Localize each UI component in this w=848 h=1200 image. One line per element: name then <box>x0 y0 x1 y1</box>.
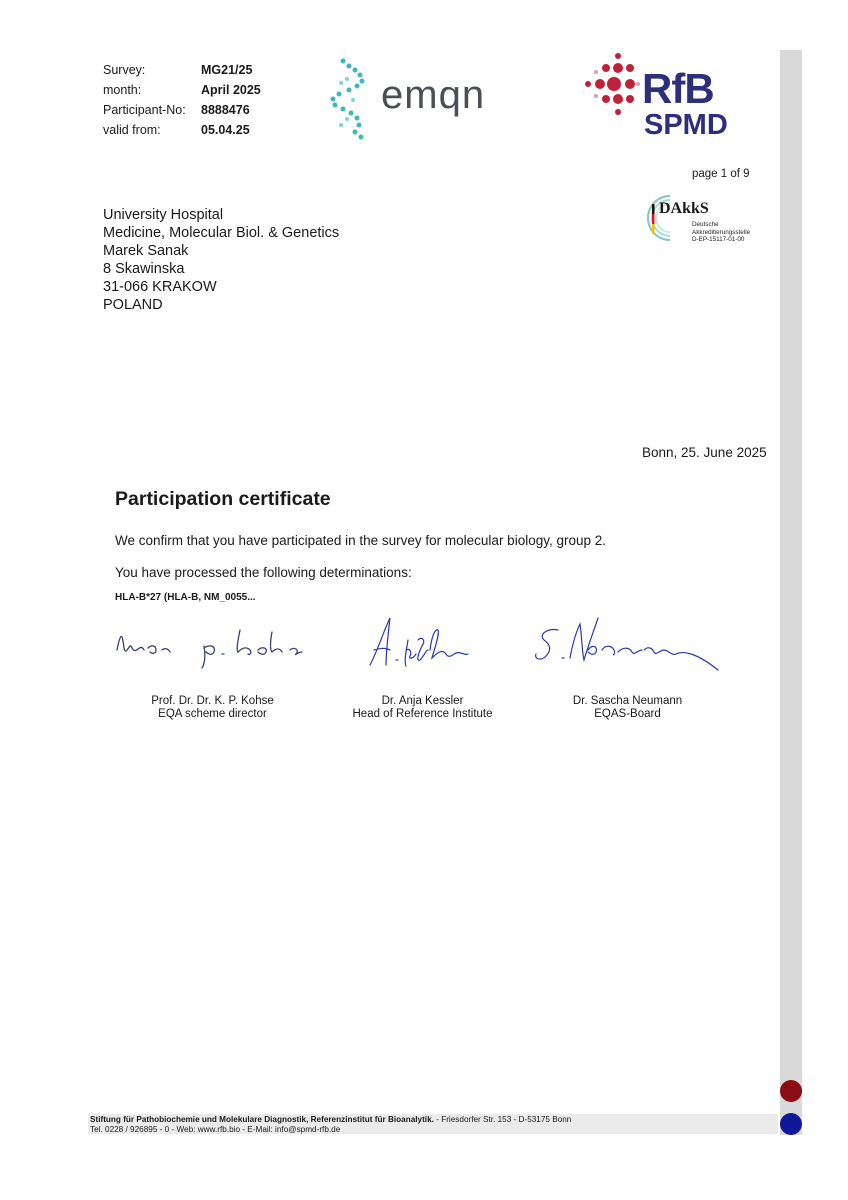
signature-kessler <box>360 610 490 685</box>
red-dot-marker <box>780 1080 802 1102</box>
rfb-wordmark: RfB <box>642 65 714 112</box>
signer-kessler <box>340 695 505 721</box>
dakks-line: D-EP-15117-01-00 <box>692 236 745 243</box>
meta-value: 05.04.25 <box>201 123 250 137</box>
meta-label: month: <box>103 83 142 97</box>
dakks-logo <box>644 192 769 247</box>
address-line: 31-066 KRAKOW <box>103 279 217 295</box>
signer-name: Prof. Dr. Dr. K. P. Kohse <box>151 695 274 707</box>
spmd-wordmark: SPMD <box>644 109 728 141</box>
footer-line-1 <box>90 1115 571 1125</box>
meta-row-valid-from <box>103 120 261 140</box>
address-line: 8 Skawinska <box>103 261 185 277</box>
meta-row-survey <box>103 60 261 80</box>
issue-date: Bonn, 25. June 2025 <box>642 445 767 460</box>
meta-label: Participant-No: <box>103 103 186 117</box>
signer-kohse <box>130 695 295 721</box>
meta-value: 8888476 <box>201 103 250 117</box>
signer-neumann <box>545 695 710 721</box>
rfb-spmd-logo <box>582 50 772 145</box>
recipient-address <box>103 206 339 314</box>
signature-neumann <box>528 610 728 675</box>
page-number: page 1 of 9 <box>692 168 750 180</box>
signer-name: Dr. Sascha Neumann <box>572 695 683 707</box>
rfb-dots-icon <box>582 52 642 122</box>
signer-role: EQA scheme director <box>158 708 267 720</box>
dakks-line: Deutsche <box>692 221 719 228</box>
meta-row-month <box>103 80 261 100</box>
emqn-logo <box>325 55 505 143</box>
signature-kohse <box>112 610 327 670</box>
right-margin-bar <box>780 50 802 1135</box>
address-line: POLAND <box>103 297 163 313</box>
address-line: Medicine, Molecular Biol. & Genetics <box>103 225 340 241</box>
footer-address: - Friesdorfer Str. 153 - D-53175 Bonn <box>433 1115 572 1124</box>
blue-dot-marker <box>780 1113 802 1135</box>
address-line: University Hospital <box>103 207 224 223</box>
meta-label: valid from: <box>103 123 161 137</box>
footer-org: Stiftung für Pathobiochemie und Molekulare Diagnostik, Referenzinstitut für Bioanalytik. <box>90 1115 434 1124</box>
signer-role: Head of Reference Institute <box>352 708 493 720</box>
footer-contact: Tel. 0228 / 926895 - 0 - Web: www.rfb.bio - E-Mail: info@spmd-rfb.de <box>90 1125 341 1134</box>
meta-label: Survey: <box>103 63 146 77</box>
meta-row-participant <box>103 100 261 120</box>
signer-name: Dr. Anja Kessler <box>381 695 464 707</box>
signer-role: EQAS-Board <box>594 708 661 720</box>
meta-value: MG21/25 <box>201 63 253 77</box>
determinations: HLA-B*27 (HLA-B, NM_0055... <box>115 592 256 603</box>
dakks-wordmark: DAkkS <box>659 200 709 217</box>
emqn-helix-icon <box>325 55 381 143</box>
meta-value: April 2025 <box>201 83 261 97</box>
footer <box>90 1115 571 1135</box>
dakks-line: Akkreditierungsstelle <box>692 228 751 236</box>
address-line: Marek Sanak <box>103 243 189 259</box>
certificate-title: Participation certificate <box>115 488 331 510</box>
survey-meta <box>103 60 261 140</box>
confirm-text: We confirm that you have participated in the survey for molecular biology, group 2. <box>115 533 607 548</box>
processed-text: You have processed the following determinations: <box>115 565 412 580</box>
emqn-wordmark: emqn <box>381 73 486 117</box>
dakks-subtitle <box>692 221 750 244</box>
